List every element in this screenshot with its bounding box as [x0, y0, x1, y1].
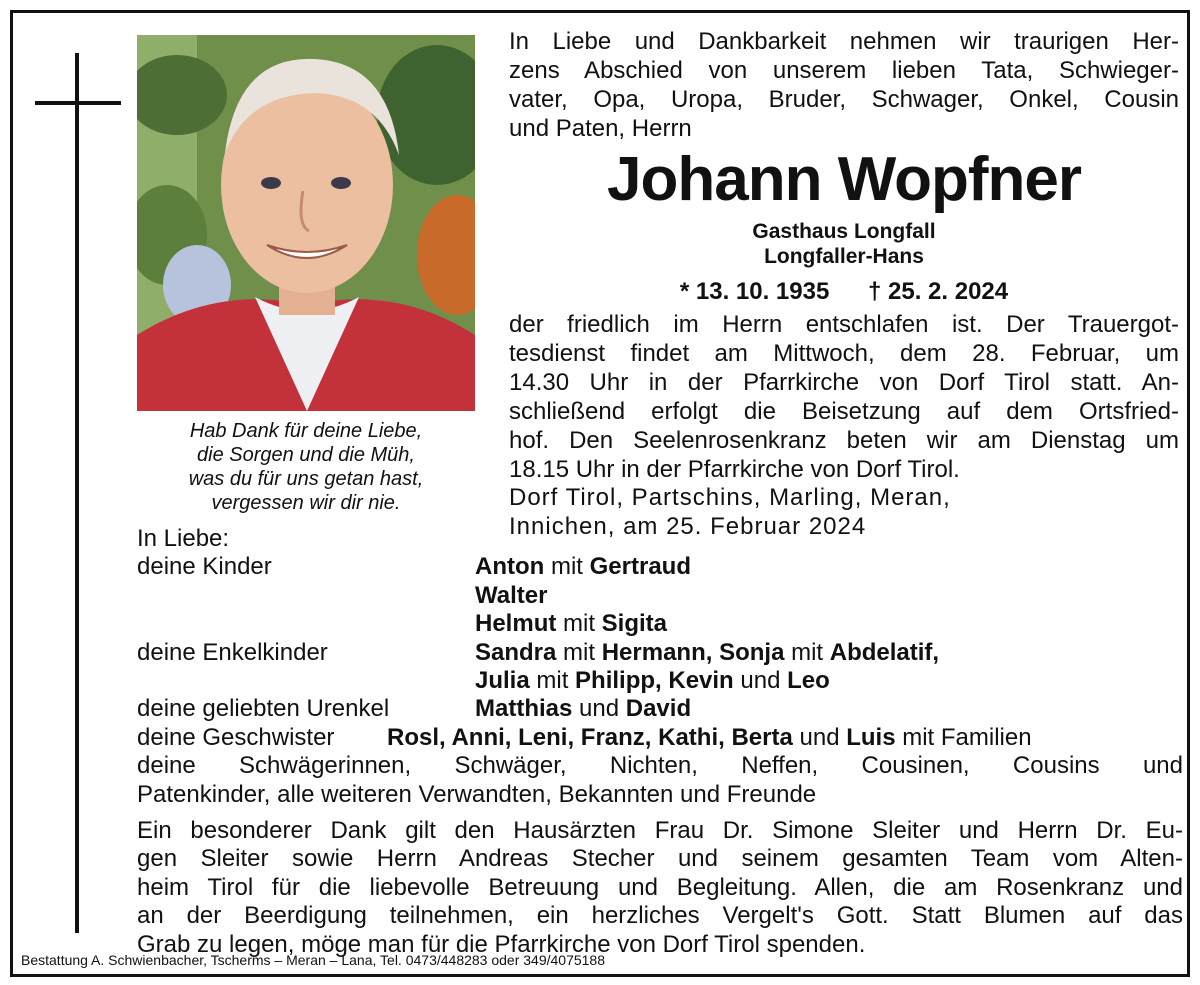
families-note: mit Familien: [895, 723, 1032, 751]
life-dates: [509, 277, 1179, 307]
funeral-info-line: hof. Den Seelenrosenkranz beten wir am Dienstag um: [509, 427, 1179, 454]
children-names: [475, 582, 547, 610]
funeral-info-line: 18.15 Uhr in der Pfarrkirche von Dorf Tirol.: [509, 456, 960, 483]
grandchild-name: Leo: [787, 666, 830, 694]
children-names: [475, 610, 667, 638]
connector-word: mit: [556, 610, 602, 638]
grandchild-name: Sandra: [475, 638, 557, 666]
funeral-info-line: tesdienst findet am Mittwoch, dem 28. Februar, um: [509, 340, 1179, 367]
connector-word: und: [572, 695, 626, 723]
intro-line: In Liebe und Dankbarkeit nehmen wir traurigen Her-: [509, 28, 1179, 55]
grandchildren-label: deine Enkelkinder: [137, 638, 328, 666]
intro-line: und Paten, Herrn: [509, 115, 692, 142]
great-grandchildren-row: [137, 695, 1183, 723]
child-name: Anton: [475, 553, 545, 581]
mourners-list: [137, 525, 1183, 809]
funeral-info-line: schließend erfolgt die Beisetzung auf dem Ortsfried-: [509, 398, 1179, 425]
children-row: [137, 610, 1183, 638]
obituary-notice: [10, 10, 1190, 977]
children-label: deine Kinder: [137, 553, 272, 581]
death-date: † 25. 2. 2024: [868, 278, 1009, 305]
birth-date: * 13. 10. 1935: [679, 278, 830, 305]
children-row: [137, 553, 1183, 581]
grandchildren-row: [137, 667, 1183, 695]
cross-icon-horizontal: [35, 101, 121, 105]
children-row: [137, 582, 1183, 610]
portrait-photo: [137, 35, 475, 411]
poem: [143, 419, 469, 515]
funeral-info-line: der friedlich im Herrn entschlafen ist. Der Trauergot-: [509, 311, 1179, 338]
mourners-heading: In Liebe:: [137, 525, 230, 552]
siblings-row: [137, 724, 1183, 752]
connector-word: mit: [544, 553, 590, 581]
connector-word: und: [733, 666, 788, 694]
grandchildren-row: [137, 639, 1183, 667]
great-grandchildren-label: deine geliebten Urenkel: [137, 695, 390, 723]
grandchild-name: Julia: [475, 666, 530, 694]
siblings-label: deine Geschwister: [137, 723, 335, 751]
poem-line: Hab Dank für deine Liebe,: [189, 420, 423, 442]
connector-word: mit: [529, 666, 576, 694]
poem-line: die Sorgen und die Müh,: [197, 444, 415, 466]
grandchildren-names: [475, 667, 830, 695]
thanks-line: Ein besonderer Dank gilt den Hausärzten Frau Dr. Simone Sleiter und Herrn Dr. Eu-: [137, 817, 1183, 844]
partner-name: Sigita: [601, 610, 668, 638]
intro-text: [509, 27, 1179, 143]
subtitle-line: Longfaller-Hans: [764, 245, 924, 268]
partner-name: Abdelatif,: [829, 638, 940, 666]
grandchild-name: Philipp, Kevin: [575, 666, 734, 694]
sibling-names: Rosl, Anni, Leni, Franz, Kathi, Berta: [387, 723, 793, 751]
great-grandchildren-names: [475, 695, 691, 723]
child-name: Walter: [475, 581, 548, 609]
grandchildren-names: [475, 639, 939, 667]
thanks-text: [137, 817, 1183, 959]
mourners-heading-row: [137, 525, 1183, 553]
thanks-line: heim Tirol für die liebevolle Betreuung und Begleitung. Allen, die am Rosenkranz und: [137, 873, 1183, 901]
intro-line: zens Abschied von unserem lieben Tata, Schwieger-: [509, 57, 1179, 84]
connector-word: mit: [556, 638, 602, 666]
funeral-info: [509, 310, 1179, 484]
thanks-line: gen Sleiter sowie Herrn Andreas Stecher und seinem gesamten Team vom Alten-: [137, 845, 1183, 873]
child-name: Helmut: [475, 610, 557, 638]
relatives-text: [137, 752, 1183, 809]
thanks-line: an der Beerdigung teilnehmen, ein herzliches Vergelt's Gott. Statt Blumen auf das: [137, 902, 1183, 930]
subtitle: [509, 219, 1179, 269]
poem-line: vergessen wir dir nie.: [211, 492, 401, 514]
thanks-line: Grab zu legen, möge man für die Pfarrkirche von Dorf Tirol spenden.: [137, 930, 866, 958]
intro-line: vater, Opa, Uropa, Bruder, Schwager, Onkel, Cousin: [509, 86, 1179, 113]
subtitle-line: Gasthaus Longfall: [752, 220, 936, 243]
siblings-names: [387, 724, 1032, 752]
connector-word: mit: [784, 638, 830, 666]
place-line: Dorf Tirol, Partschins, Marling, Meran,: [509, 484, 951, 511]
cross-icon-vertical: [75, 53, 79, 933]
great-grandchild-name: Matthias: [475, 695, 573, 723]
connector-word: und: [792, 723, 847, 751]
children-names: [475, 553, 691, 581]
place-line: Innichen, am 25. Februar 2024: [509, 513, 867, 540]
deceased-name: Johann Wopfner: [607, 145, 1081, 214]
relatives-line: deine Schwägerinnen, Schwäger, Nichten, Neffen, Cousinen, Cousins und: [137, 752, 1183, 780]
funeral-info-line: 14.30 Uhr in der Pfarrkirche von Dorf Tirol statt. An-: [509, 369, 1179, 396]
partner-name: Gertraud: [589, 553, 691, 581]
great-grandchild-name: David: [625, 695, 692, 723]
grandchild-name: Hermann, Sonja: [601, 638, 785, 666]
poem-line: was du für uns getan hast,: [188, 468, 424, 490]
relatives-line: Patenkinder, alle weiteren Verwandten, Bekannten und Freunde: [137, 780, 817, 808]
sibling-name: Luis: [846, 723, 896, 751]
funeral-home-footer: Bestattung A. Schwienbacher, Tscherms – Meran – Lana, Tel. 0473/448283 oder 349/4075188: [21, 952, 606, 968]
